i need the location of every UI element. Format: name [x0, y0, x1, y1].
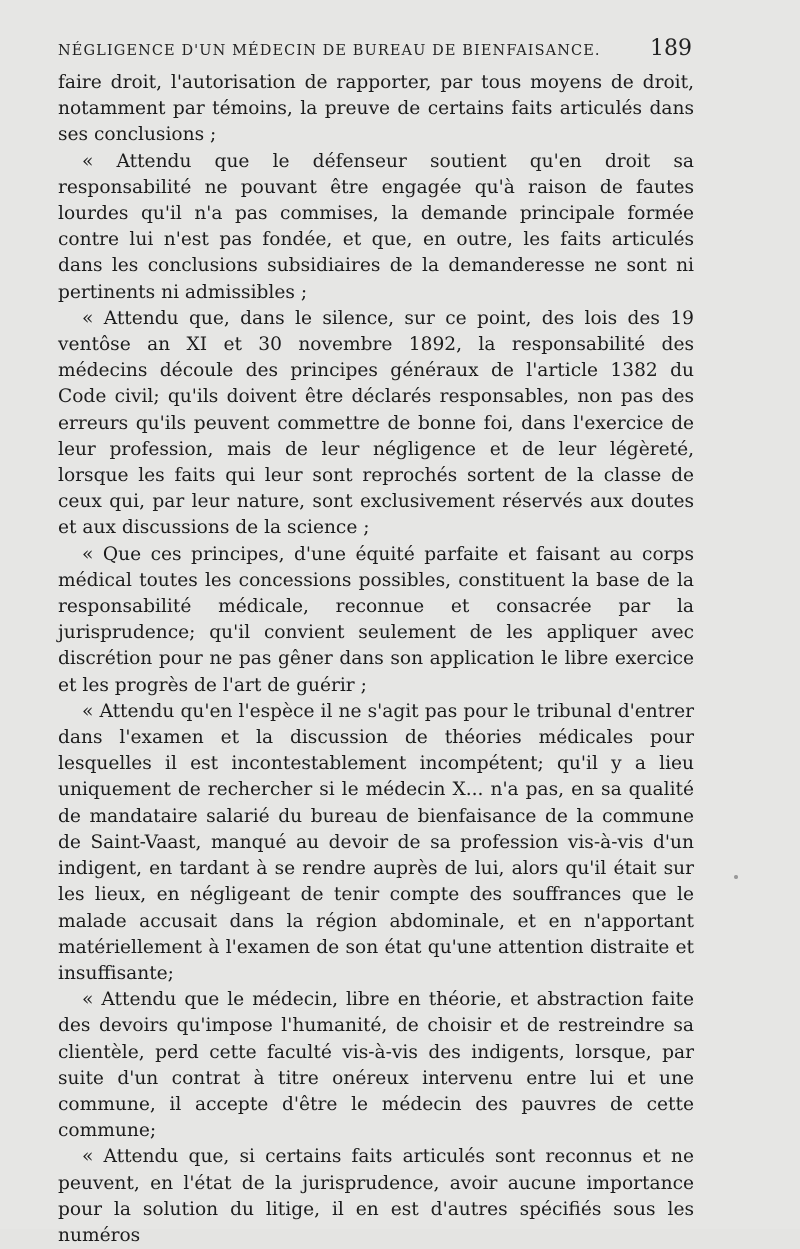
paragraph: « Attendu que, si certains faits articulés sont reconnus et ne peuvent, en l'état de la jurisprudence, avoir aucune importance pour la solution du litige, il en est d'autres spécifiés sous les numéros [58, 1146, 694, 1246]
running-title: NÉGLIGENCE D'UN MÉDECIN DE BUREAU DE BIENFAISANCE. [58, 43, 601, 59]
paragraph: « Attendu qu'en l'espèce il ne s'agit pas pour le tribunal d'entrer dans l'examen et la discussion de théories médicales pour lesquelles il est incontestablement incompétent; qu'il y a lieu uniquement de rechercher si le médecin X... n'a pas, en sa qualité de mandataire salarié du bureau de bienfaisance de la commune de Saint-Vaast, manqué au devoir de sa profession vis-à-vis d'un indigent, en tardant à se rendre auprès de lui, alors qu'il était sur les lieux, en négligeant de tenir compte des souffrances que le malade accusait dans la région abdominale, et en n'apportant matériellement à l'examen de son état qu'une attention distraite et insuffisante; [58, 700, 694, 984]
body-text [58, 70, 694, 1249]
paragraph-continued: faire droit, l'autorisation de rapporter, par tous moyens de droit, notamment par témoins, la preuve de certains faits articulés dans ses conclusions ; [58, 72, 694, 146]
paper-speck [734, 875, 738, 879]
paragraph: « Attendu que le médecin, libre en théorie, et abstraction faite des devoirs qu'impose l'humanité, de choisir et de restreindre sa clientèle, perd cette faculté vis-à-vis des indigents, lorsque, par suite d'un contrat à titre onéreux intervenu entre lui et une commune, il accepte d'être le médecin des pauvres de cette commune; [58, 989, 694, 1142]
paragraph: « Attendu que, dans le silence, sur ce point, des lois des 19 ventôse an XI et 30 novembre 1892, la responsabilité des médecins découle des principes généraux de l'article 1382 du Code civil; qu'ils doivent être déclarés responsables, non pas des erreurs qu'ils peuvent commettre de bonne foi, dans l'exercice de leur profession, mais de leur négligence et de leur légèreté, lorsque les faits qui leur sont reprochés sortent de la classe de ceux qui, par leur nature, sont exclusivement réservés aux doutes et aux discussions de la science ; [58, 307, 694, 539]
paragraph: « Attendu que le défenseur soutient qu'en droit sa responsabilité ne pouvant être engagée qu'à raison de fautes lourdes qu'il n'a pas commises, la demande principale formée contre lui n'est pas fondée, et que, en outre, les faits articulés dans les conclusions subsidiaires de la demanderesse ne sont ni pertinents ni admissibles ; [58, 150, 694, 303]
paragraph: « Que ces principes, d'une équité parfaite et faisant au corps médical toutes les concessions possibles, constituent la base de la responsabilité médicale, reconnue et consacrée par la jurisprudence; qu'il convient seulement de les appliquer avec discrétion pour ne pas gêner dans son application le libre exercice et les progrès de l'art de guérir ; [58, 543, 694, 696]
page-header [58, 36, 692, 66]
page-number: 189 [650, 36, 692, 61]
